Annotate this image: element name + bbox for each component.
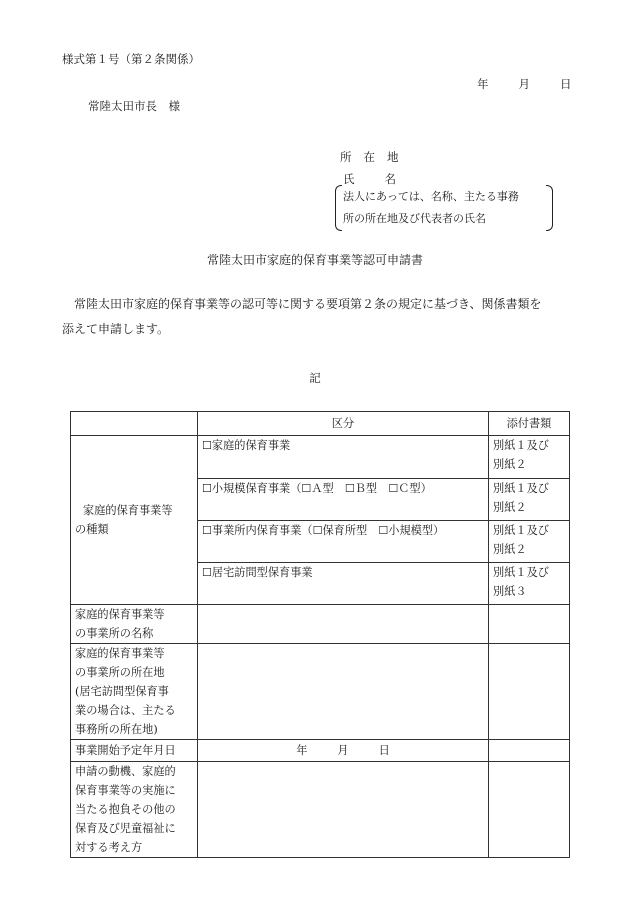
- subtype-a: Ａ型: [311, 482, 334, 495]
- attachment-line: 別紙１及び: [493, 439, 549, 452]
- body-line2: 添えて申請します。: [62, 322, 170, 336]
- type-label: 小規模保育事業（: [211, 482, 302, 495]
- facility-address-input[interactable]: [198, 644, 489, 740]
- facility-address-attach: [489, 644, 570, 740]
- attachment-line: 別紙２: [493, 501, 527, 514]
- label-line: 家庭的保育事業等: [75, 647, 165, 660]
- motive-input[interactable]: [198, 762, 489, 858]
- checkbox-icon[interactable]: ☐: [202, 566, 212, 579]
- attachment-line: 別紙３: [493, 585, 527, 598]
- subtype-c: Ｃ型）: [398, 482, 432, 495]
- attachment-line: 別紙２: [493, 458, 527, 471]
- facility-name-label: [71, 605, 198, 644]
- type-family-daycare: [198, 436, 489, 479]
- type-home-visit: [198, 563, 489, 605]
- checkbox-icon[interactable]: ☐: [388, 482, 399, 495]
- header-attachments: 添付書類: [489, 412, 570, 436]
- type-label-line1: 家庭的保育事業等: [83, 504, 173, 517]
- motive-attach: [489, 762, 570, 858]
- start-year: 年: [296, 744, 308, 757]
- applicant-block: [340, 146, 426, 190]
- type-label-line2: の種類: [75, 523, 109, 536]
- type-label: 居宅訪問型保育事業: [211, 566, 313, 579]
- start-month: 月: [337, 744, 349, 757]
- document-title: 常陸太田市家庭的保育事業等認可申請書: [206, 253, 423, 267]
- bracket-left: [335, 185, 342, 231]
- type-label-cell: [71, 436, 198, 605]
- body-line1: 常陸太田市家庭的保育事業等の認可等に関する要項第２条の規定に基づき、関係書類を: [74, 297, 542, 311]
- subtype-a: 保育所型: [322, 524, 368, 537]
- checkbox-icon[interactable]: ☐: [312, 524, 323, 537]
- attachments-cell: [489, 479, 570, 521]
- form-number: 様式第１号（第２条関係）: [62, 52, 200, 66]
- corporation-note-line2: 所の所在地及び代表者の氏名: [343, 212, 486, 225]
- location-label: 所在地: [340, 150, 411, 164]
- label-line: の事業所の名称: [75, 627, 154, 640]
- type-label: 家庭的保育事業: [211, 439, 291, 452]
- label-line: 当たる抱負その他の: [75, 803, 176, 816]
- label-line: の事業所の所在地: [75, 666, 165, 679]
- start-date-attach: [489, 740, 570, 762]
- attachments-cell: [489, 436, 570, 479]
- attachment-line: 別紙１及び: [493, 482, 549, 495]
- attachment-line: 別紙１及び: [493, 524, 549, 537]
- facility-name-input[interactable]: [198, 605, 489, 644]
- corner-cell: [71, 412, 198, 436]
- corporation-note-line1: 法人にあっては、名称、主たる事務: [343, 190, 519, 203]
- label-line: 対する考え方: [75, 841, 143, 854]
- bracket-right: [546, 185, 553, 231]
- attachments-cell: [489, 563, 570, 605]
- attachments-cell: [489, 521, 570, 563]
- label-line: 家庭的保育事業等: [75, 608, 165, 621]
- type-label: 事業所内保育事業（: [211, 524, 313, 537]
- date-year: 年: [477, 77, 489, 91]
- checkbox-icon[interactable]: ☐: [202, 524, 212, 537]
- checkbox-icon[interactable]: ☐: [202, 439, 212, 452]
- addressee: 常陸太田市長 様: [88, 99, 180, 113]
- facility-name-attach: [489, 605, 570, 644]
- label-line: 保育及び児童福祉に: [75, 822, 176, 835]
- corporation-note: [337, 185, 551, 231]
- header-category: 区分: [198, 412, 489, 436]
- name-label: 氏名: [343, 172, 426, 186]
- checkbox-icon[interactable]: ☐: [378, 524, 389, 537]
- body-text: [62, 292, 570, 342]
- start-day: 日: [378, 744, 390, 757]
- application-table: [70, 411, 570, 858]
- type-small-scale: [198, 479, 489, 521]
- checkbox-icon[interactable]: ☐: [202, 482, 212, 495]
- date-month: 月: [518, 77, 530, 91]
- start-date-label: 事業開始予定年月日: [71, 740, 198, 762]
- facility-address-label: [71, 644, 198, 740]
- label-line: 保育事業等の実施に: [75, 784, 176, 797]
- subtype-b: Ｂ型: [354, 482, 378, 495]
- motive-label: [71, 762, 198, 858]
- type-workplace: [198, 521, 489, 563]
- date-day: 日: [560, 77, 572, 91]
- checkbox-icon[interactable]: ☐: [301, 482, 312, 495]
- date-line: [477, 76, 572, 92]
- ki-heading: 記: [309, 371, 321, 385]
- subtype-b: 小規模型）: [388, 524, 445, 537]
- label-line: 申請の動機、家庭的: [75, 765, 176, 778]
- label-line: 業の場合は、主たる: [75, 704, 176, 717]
- label-line: (居宅訪問型保育事: [75, 685, 169, 698]
- attachment-line: 別紙１及び: [493, 566, 549, 579]
- attachment-line: 別紙２: [493, 543, 527, 556]
- label-line: 事務所の所在地): [75, 723, 158, 736]
- start-date-input[interactable]: [198, 740, 489, 762]
- checkbox-icon[interactable]: ☐: [344, 482, 355, 495]
